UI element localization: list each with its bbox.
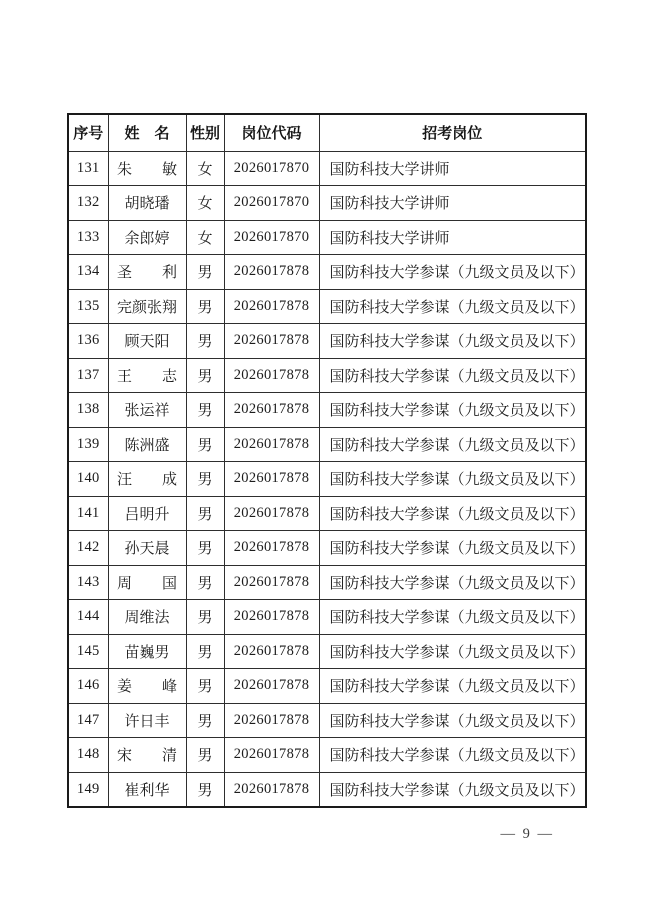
cell-name: 吕明升 bbox=[108, 496, 186, 531]
cell-serial-number: 138 bbox=[68, 393, 108, 428]
cell-name: 张运祥 bbox=[108, 393, 186, 428]
cell-serial-number: 145 bbox=[68, 634, 108, 669]
recruitment-roster-table bbox=[67, 113, 587, 808]
cell-serial-number: 142 bbox=[68, 531, 108, 566]
cell-name: 胡晓璠 bbox=[108, 186, 186, 221]
table-row bbox=[68, 738, 586, 773]
cell-recruitment-position: 国防科技大学参谋（九级文员及以下） bbox=[319, 255, 586, 290]
cell-gender: 女 bbox=[186, 151, 224, 186]
cell-gender: 男 bbox=[186, 462, 224, 497]
cell-serial-number: 141 bbox=[68, 496, 108, 531]
cell-recruitment-position: 国防科技大学参谋（九级文员及以下） bbox=[319, 531, 586, 566]
cell-recruitment-position: 国防科技大学参谋（九级文员及以下） bbox=[319, 393, 586, 428]
cell-serial-number: 146 bbox=[68, 669, 108, 704]
table-row bbox=[68, 151, 586, 186]
cell-position-code: 2026017878 bbox=[224, 462, 319, 497]
cell-serial-number: 135 bbox=[68, 289, 108, 324]
cell-recruitment-position: 国防科技大学讲师 bbox=[319, 186, 586, 221]
cell-recruitment-position: 国防科技大学参谋（九级文员及以下） bbox=[319, 324, 586, 359]
cell-name: 宋 清 bbox=[108, 738, 186, 773]
cell-position-code: 2026017878 bbox=[224, 634, 319, 669]
cell-recruitment-position: 国防科技大学参谋（九级文员及以下） bbox=[319, 427, 586, 462]
cell-position-code: 2026017878 bbox=[224, 289, 319, 324]
cell-recruitment-position: 国防科技大学讲师 bbox=[319, 220, 586, 255]
cell-serial-number: 133 bbox=[68, 220, 108, 255]
cell-gender: 男 bbox=[186, 565, 224, 600]
cell-gender: 男 bbox=[186, 427, 224, 462]
cell-gender: 男 bbox=[186, 772, 224, 807]
table-row bbox=[68, 255, 586, 290]
cell-position-code: 2026017878 bbox=[224, 255, 319, 290]
cell-position-code: 2026017878 bbox=[224, 669, 319, 704]
cell-name: 王 志 bbox=[108, 358, 186, 393]
cell-position-code: 2026017870 bbox=[224, 186, 319, 221]
cell-gender: 男 bbox=[186, 393, 224, 428]
table-row bbox=[68, 565, 586, 600]
table-row bbox=[68, 289, 586, 324]
cell-gender: 男 bbox=[186, 255, 224, 290]
cell-position-code: 2026017878 bbox=[224, 393, 319, 428]
cell-position-code: 2026017878 bbox=[224, 703, 319, 738]
cell-position-code: 2026017878 bbox=[224, 772, 319, 807]
table-row bbox=[68, 220, 586, 255]
cell-recruitment-position: 国防科技大学参谋（九级文员及以下） bbox=[319, 669, 586, 704]
cell-gender: 男 bbox=[186, 531, 224, 566]
cell-name: 完颜张翔 bbox=[108, 289, 186, 324]
cell-position-code: 2026017878 bbox=[224, 427, 319, 462]
cell-position-code: 2026017878 bbox=[224, 324, 319, 359]
cell-serial-number: 139 bbox=[68, 427, 108, 462]
cell-gender: 男 bbox=[186, 738, 224, 773]
cell-position-code: 2026017878 bbox=[224, 496, 319, 531]
cell-position-code: 2026017870 bbox=[224, 151, 319, 186]
table-row bbox=[68, 427, 586, 462]
cell-position-code: 2026017878 bbox=[224, 565, 319, 600]
cell-gender: 男 bbox=[186, 600, 224, 635]
cell-serial-number: 149 bbox=[68, 772, 108, 807]
table-row bbox=[68, 462, 586, 497]
table-row bbox=[68, 496, 586, 531]
cell-recruitment-position: 国防科技大学参谋（九级文员及以下） bbox=[319, 565, 586, 600]
cell-name: 崔利华 bbox=[108, 772, 186, 807]
cell-name: 朱 敏 bbox=[108, 151, 186, 186]
table-body bbox=[68, 151, 586, 807]
cell-name: 姜 峰 bbox=[108, 669, 186, 704]
table-row bbox=[68, 634, 586, 669]
cell-serial-number: 131 bbox=[68, 151, 108, 186]
table-row bbox=[68, 324, 586, 359]
cell-serial-number: 137 bbox=[68, 358, 108, 393]
cell-recruitment-position: 国防科技大学参谋（九级文员及以下） bbox=[319, 772, 586, 807]
table-header-row bbox=[68, 114, 586, 151]
table-row bbox=[68, 669, 586, 704]
cell-recruitment-position: 国防科技大学参谋（九级文员及以下） bbox=[319, 703, 586, 738]
cell-gender: 女 bbox=[186, 186, 224, 221]
table-row bbox=[68, 393, 586, 428]
cell-serial-number: 140 bbox=[68, 462, 108, 497]
cell-name: 许日丰 bbox=[108, 703, 186, 738]
table-row bbox=[68, 186, 586, 221]
table-row bbox=[68, 600, 586, 635]
cell-gender: 女 bbox=[186, 220, 224, 255]
cell-serial-number: 136 bbox=[68, 324, 108, 359]
cell-gender: 男 bbox=[186, 324, 224, 359]
cell-gender: 男 bbox=[186, 289, 224, 324]
cell-gender: 男 bbox=[186, 496, 224, 531]
cell-name: 汪 成 bbox=[108, 462, 186, 497]
cell-recruitment-position: 国防科技大学参谋（九级文员及以下） bbox=[319, 289, 586, 324]
cell-name: 陈洲盛 bbox=[108, 427, 186, 462]
table-row bbox=[68, 703, 586, 738]
cell-gender: 男 bbox=[186, 358, 224, 393]
cell-gender: 男 bbox=[186, 634, 224, 669]
cell-recruitment-position: 国防科技大学参谋（九级文员及以下） bbox=[319, 634, 586, 669]
column-header-name: 姓 名 bbox=[108, 114, 186, 151]
cell-name: 圣 利 bbox=[108, 255, 186, 290]
column-header-gender: 性别 bbox=[186, 114, 224, 151]
column-header-serial-number: 序号 bbox=[68, 114, 108, 151]
cell-name: 顾天阳 bbox=[108, 324, 186, 359]
cell-serial-number: 144 bbox=[68, 600, 108, 635]
cell-recruitment-position: 国防科技大学参谋（九级文员及以下） bbox=[319, 358, 586, 393]
cell-serial-number: 148 bbox=[68, 738, 108, 773]
cell-gender: 男 bbox=[186, 669, 224, 704]
cell-serial-number: 143 bbox=[68, 565, 108, 600]
cell-recruitment-position: 国防科技大学参谋（九级文员及以下） bbox=[319, 600, 586, 635]
column-header-recruitment-position: 招考岗位 bbox=[319, 114, 586, 151]
table-row bbox=[68, 358, 586, 393]
page-number: — 9 — bbox=[500, 826, 554, 842]
cell-name: 周 国 bbox=[108, 565, 186, 600]
cell-position-code: 2026017878 bbox=[224, 600, 319, 635]
cell-position-code: 2026017878 bbox=[224, 358, 319, 393]
cell-name: 周维法 bbox=[108, 600, 186, 635]
cell-position-code: 2026017870 bbox=[224, 220, 319, 255]
cell-serial-number: 134 bbox=[68, 255, 108, 290]
cell-name: 余郎婷 bbox=[108, 220, 186, 255]
cell-recruitment-position: 国防科技大学参谋（九级文员及以下） bbox=[319, 462, 586, 497]
cell-recruitment-position: 国防科技大学讲师 bbox=[319, 151, 586, 186]
cell-name: 苗巍男 bbox=[108, 634, 186, 669]
cell-serial-number: 132 bbox=[68, 186, 108, 221]
cell-position-code: 2026017878 bbox=[224, 738, 319, 773]
cell-recruitment-position: 国防科技大学参谋（九级文员及以下） bbox=[319, 496, 586, 531]
table-row bbox=[68, 772, 586, 807]
cell-gender: 男 bbox=[186, 703, 224, 738]
cell-serial-number: 147 bbox=[68, 703, 108, 738]
column-header-position-code: 岗位代码 bbox=[224, 114, 319, 151]
cell-recruitment-position: 国防科技大学参谋（九级文员及以下） bbox=[319, 738, 586, 773]
table-row bbox=[68, 531, 586, 566]
cell-name: 孙天晨 bbox=[108, 531, 186, 566]
cell-position-code: 2026017878 bbox=[224, 531, 319, 566]
